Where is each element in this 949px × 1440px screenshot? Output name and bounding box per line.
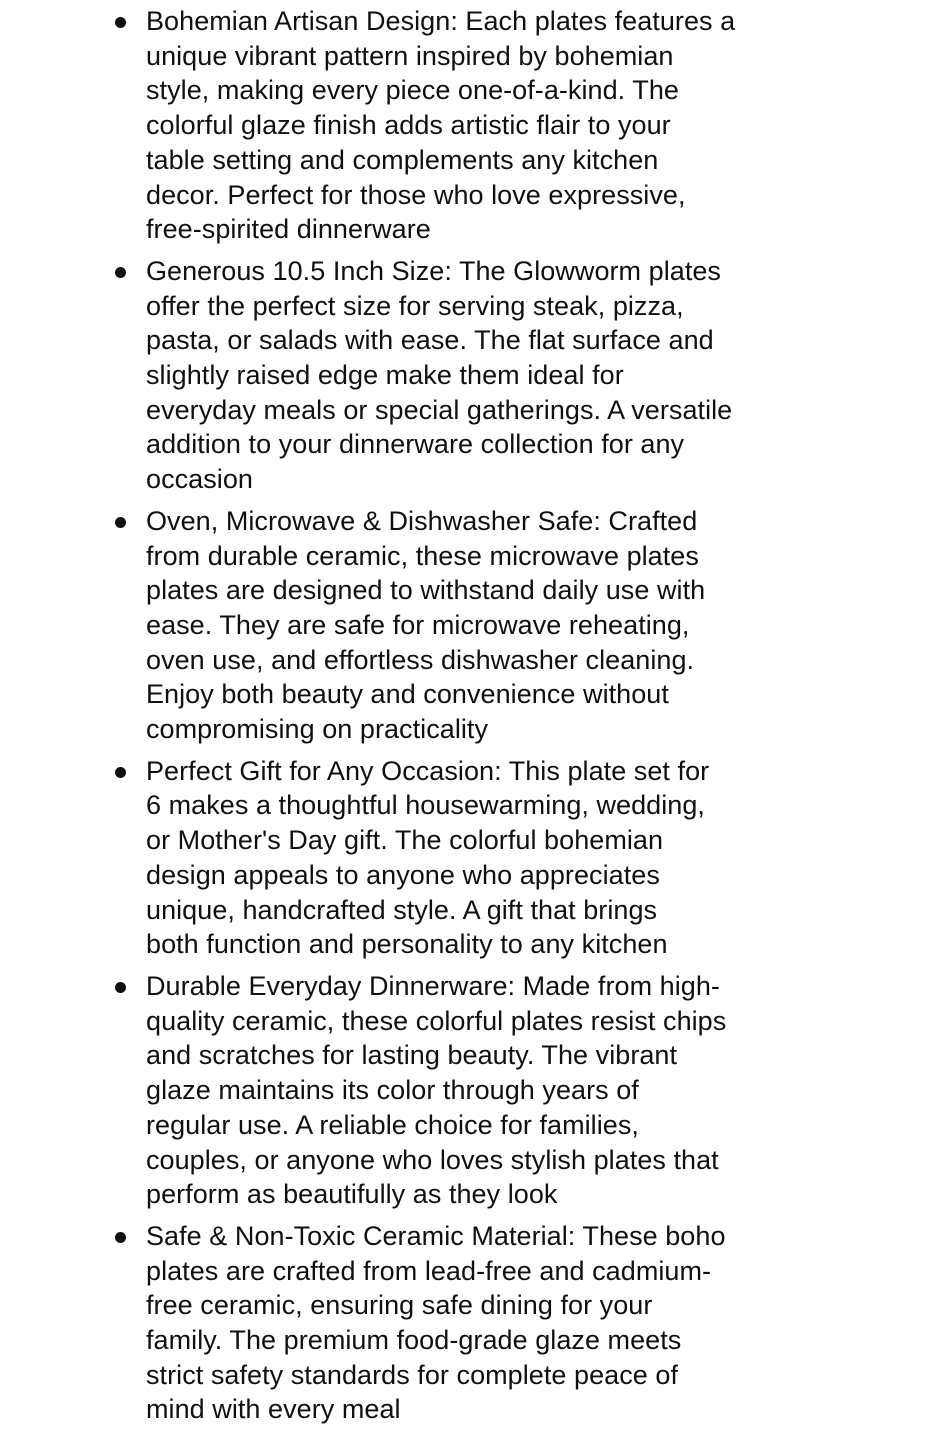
feature-bullet-item — [0, 254, 758, 497]
feature-bullet-text: Oven, Microwave & Dishwasher Safe: Crafted from durable ceramic, these microwave plates plates are designed to withstand daily use with ease. They are safe for microwave reheating, oven use, and effortless dishwasher cleaning. Enjoy both beauty and convenience without compromising on practicality — [146, 505, 706, 745]
feature-bullet-item — [0, 754, 758, 962]
feature-bullet-text: Durable Everyday Dinnerware: Made from high- quality ceramic, these colorful plates resist chips and scratches for lasting beauty. The vibrant glaze maintains its color through years of regular use. A reliable choice for families, couples, or anyone who loves stylish plates that perform as beautifully as they look — [146, 970, 727, 1210]
feature-bullet-item — [0, 1219, 758, 1427]
bullet-dot-icon — [115, 767, 126, 778]
feature-bullet-text: Generous 10.5 Inch Size: The Glowworm plates offer the perfect size for serving steak, pizza, pasta, or salads with ease. The flat surface and slightly raised edge make them ideal for everyday meals or special gatherings. A versatile addition to your dinnerware collection for any occasion — [146, 255, 733, 495]
bullet-dot-icon — [115, 1232, 126, 1243]
feature-bullet-item — [0, 504, 758, 747]
bullet-dot-icon — [115, 267, 126, 278]
bullet-dot-icon — [115, 517, 126, 528]
feature-bullet-text: Safe & Non-Toxic Ceramic Material: These boho plates are crafted from lead-free and cadmium- free ceramic, ensuring safe dining for your family. The premium food-grade glaze meets strict safety standards for complete peace of mind with every meal — [146, 1220, 726, 1425]
feature-bullet-item — [0, 969, 758, 1212]
feature-bullet-list — [0, 4, 949, 1434]
feature-bullet-text: Bohemian Artisan Design: Each plates features a unique vibrant pattern inspired by bohemian style, making every piece one-of-a-kind. The colorful glaze finish adds artistic flair to your table setting and complements any kitchen decor. Perfect for those who love expressive, free-spirited dinnerware — [146, 6, 736, 245]
feature-bullet-item — [0, 4, 758, 247]
bullet-dot-icon — [115, 17, 126, 28]
feature-bullet-text: Perfect Gift for Any Occasion: This plate set for 6 makes a thoughtful housewarming, wedding, or Mother's Day gift. The colorful bohemian design appeals to anyone who appreciates unique, handcrafted style. A gift that brings both function and personality to any kitchen — [146, 755, 710, 960]
bullet-dot-icon — [115, 982, 126, 993]
